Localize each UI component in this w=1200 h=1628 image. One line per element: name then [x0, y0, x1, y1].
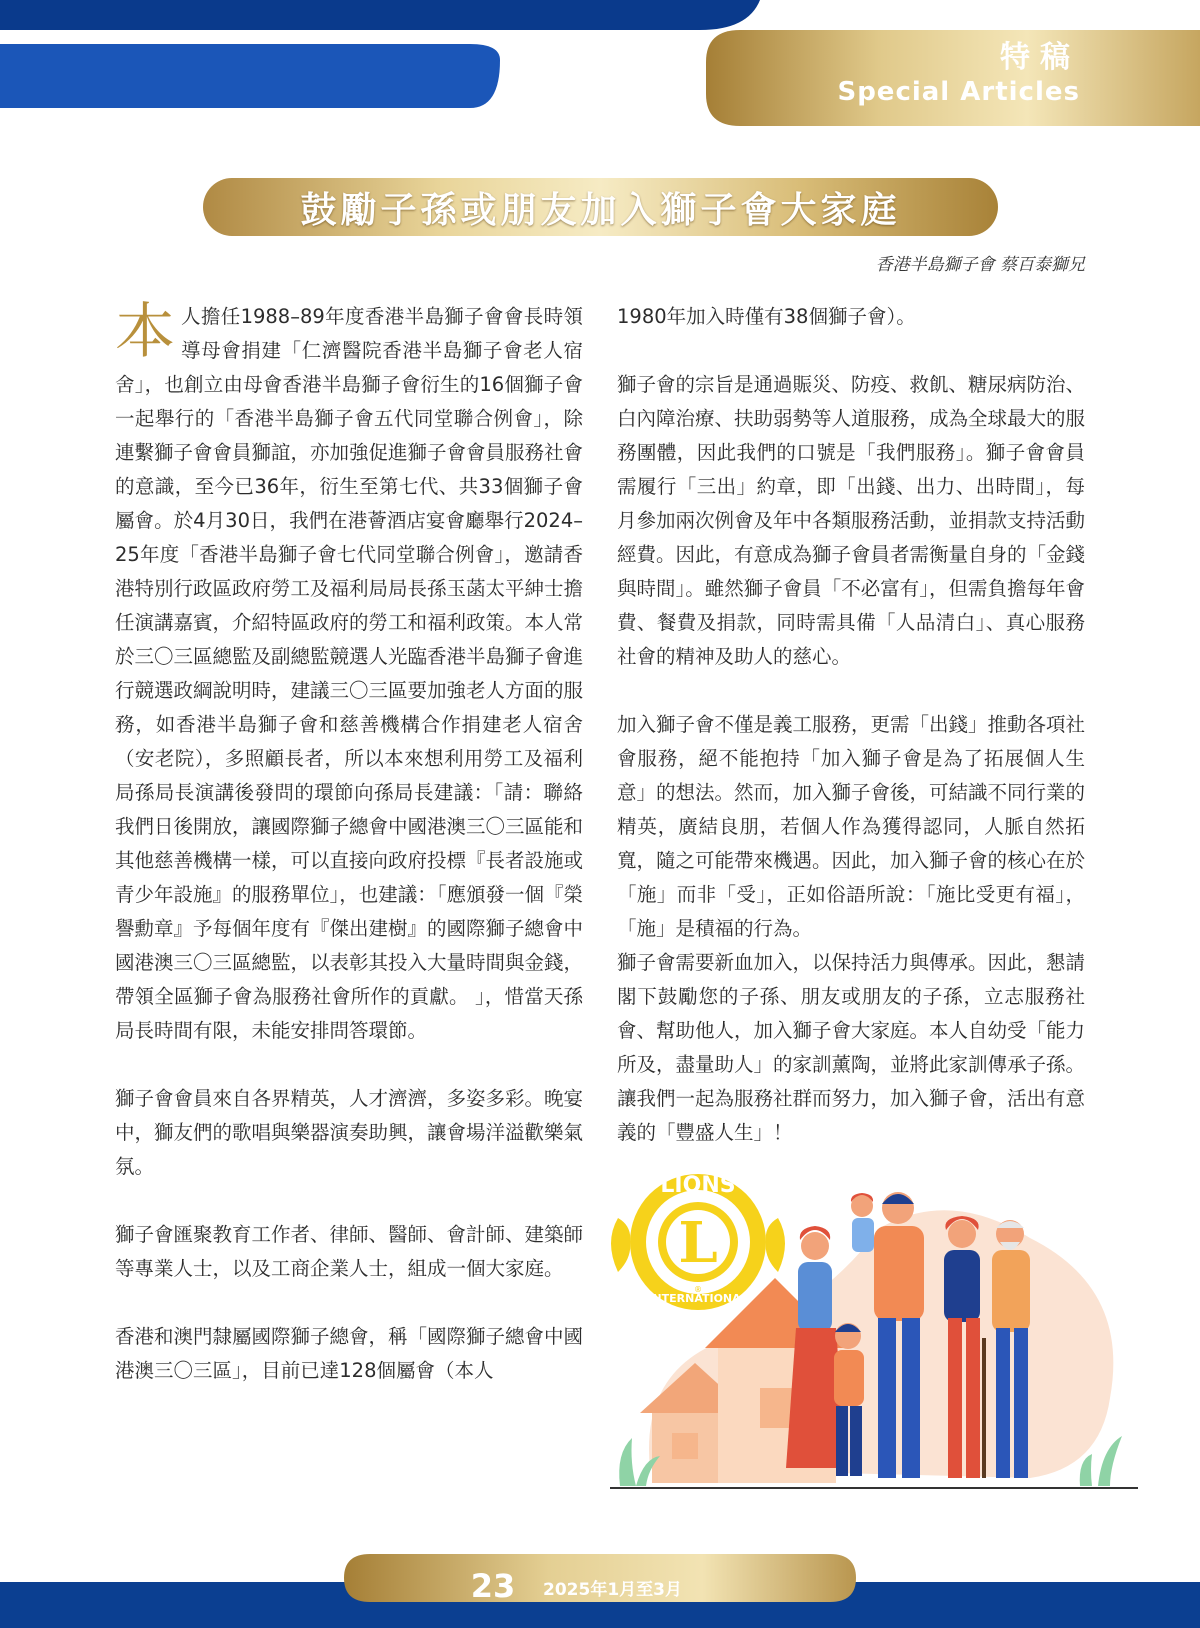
article-title-banner [203, 178, 998, 236]
article-title: 鼓勵子孫或朋友加入獅子會大家庭 [300, 189, 901, 231]
logo-arc-text: LIONS [660, 1173, 736, 1198]
paragraph: 香港和澳門隸屬國際獅子總會，稱「國際獅子總會中國港澳三〇三區」，目前已達128個屬會（本人 [115, 1325, 584, 1382]
paragraph: 加入獅子會不僅是義工服務，更需「出錢」推動各項社會服務，絕不能抱持「加入獅子會是為了拓展個人生意」的想法。然而，加入獅子會後，可結識不同行業的精英，廣結良朋，若個人作為獲得認同，人脈自然拓寬，隨之可能帶來機遇。因此，加入獅子會的核心在於「施」而非「受」，正如俗語所說：「施比受更有福」，「施」是積福的行為。 [617, 713, 1086, 940]
section-title-en: Special Articles [837, 77, 1080, 107]
lions-logo [611, 1173, 785, 1310]
paragraph-text: 人擔任1988–89年度香港半島獅子會會長時領導母會捐建「仁濟醫院香港半島獅子會老人宿舍」，也創立由母會香港半島獅子會衍生的16個獅子會一起舉行的「香港半島獅子會五代同堂聯合例會」，除連繫獅子會會員獅誼，亦加強促進獅子會會員服務社會的意識，至今已36年，衍生至第七代、共33個獅子會屬會。於4月30日，我們在港薈酒店宴會廳舉行2024–25年度「香港半島獅子會七代同堂聯合例會」，邀請香港特別行政區政府勞工及福利局局長孫玉菡太平紳士擔任演講嘉賓，介紹特區政府的勞工和福利政策。本人常於三〇三區總監及副總監競選人光臨香港半島獅子會進行競選政綱說明時，建議三〇三區要加強老人方面的服務，如香港半島獅子會和慈善機構合作捐建老人宿舍（安老院），多照顧長者，所以本來想利用勞工及福利局孫局長演講後發問的環節向孫局長建議：「請：聯絡我們日後開放，讓國際獅子總會中國港澳三〇三區能和其他慈善機構一樣，可以直接向政府投標『長者設施或青少年設施』的服務單位」，也建議：「應頒發一個『榮譽勳章』予每個年度有『傑出建樹』的國際獅子總會中國港澳三〇三區總監，以表彰其投入大量時間與金錢，帶領全區獅子會為服務社會所作的貢獻。 」，惜當天孫局長時間有限，未能安排問答環節。 [115, 305, 584, 1042]
paragraph: 獅子會匯聚教育工作者、律師、醫師、會計師、建築師等專業人士，以及工商企業人士，組成一個大家庭。 [115, 1223, 584, 1280]
paragraph: 獅子會需要新血加入，以保持活力與傳承。因此，懇請閣下鼓勵您的子孫、朋友或朋友的子孫，立志服務社會、幫助他人，加入獅子會大家庭。本人自幼受「能力所及，盡量助人」的家訓薰陶，並將此家訓傳承子孫。讓我們一起為服務社群而努力，加入獅子會，活出有意義的「豐盛人生」！ [617, 951, 1086, 1144]
section-tag [837, 40, 1080, 108]
page-number: 23 [470, 1567, 516, 1605]
family-illustration [610, 1168, 1138, 1498]
paragraph [115, 297, 584, 1048]
dropcap: 本 [115, 297, 175, 367]
logo-bottom-text: INTERNATIONAL [648, 1292, 748, 1305]
issue-date: 2025年1月至3月 [543, 1580, 682, 1600]
section-title-zh: 特稿 [1000, 40, 1080, 75]
left-column [115, 297, 584, 1388]
paragraph: 1980年加入時僅有38個獅子會）。 [617, 305, 916, 328]
right-column [617, 300, 1085, 1150]
paragraph: 獅子會的宗旨是通過賑災、防疫、救飢、糖尿病防治、白內障治療、扶助弱勢等人道服務，成為全球最大的服務團體，因此我們的口號是「我們服務」。獅子會會員需履行「三出」約章，即「出錢、出力、出時間」，每月參加兩次例會及年中各類服務活動，並捐款支持活動經費。因此，有意成為獅子會員者需衡量自身的「金錢與時間」。雖然獅子會員「不必富有」，但需負擔每年會費、餐費及捐款，同時需具備「人品清白」、真心服務社會的精神及助人的慈心。 [617, 373, 1086, 668]
logo-letter: L [678, 1210, 718, 1276]
logo-reg-mark: ® [694, 1285, 702, 1294]
paragraph: 獅子會會員來自各界精英，人才濟濟，多姿多彩。晚宴中，獅友們的歌唱與樂器演奏助興，讓會場洋溢歡樂氣氛。 [115, 1087, 584, 1178]
article-byline: 香港半島獅子會 蔡百泰獅兄 [875, 255, 1085, 275]
